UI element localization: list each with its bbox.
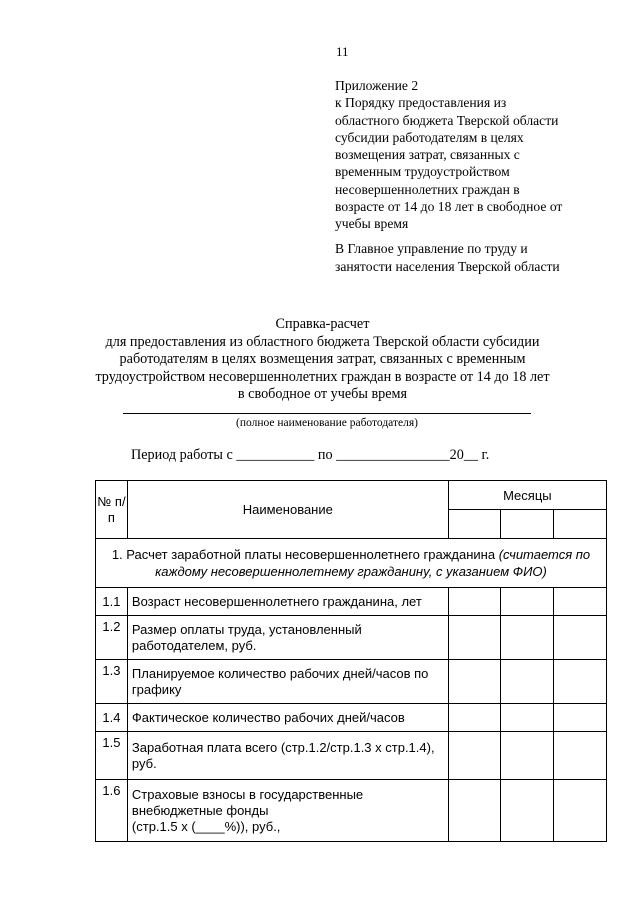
table-row [96,732,607,780]
month-cell[interactable] [448,616,501,660]
month-cell[interactable] [448,732,501,780]
month-cell[interactable] [501,780,554,842]
month-cell[interactable] [501,616,554,660]
appendix-line: к Порядку предоставления из [335,95,507,111]
month-cell[interactable] [501,732,554,780]
page-number: 11 [336,44,349,59]
appendix-line: областного бюджета Тверской области [335,112,559,128]
month-cell[interactable] [554,780,607,842]
calculation-table [95,480,607,842]
header-name: Наименование [127,481,448,539]
title-line: работодателям в целях возмещения затрат, связанных с временным [119,351,526,368]
title-line: трудоустройством несовершеннолетних граждан в возрасте от 14 до 18 лет [95,368,550,385]
section-1-heading [96,539,607,588]
month-cell[interactable] [448,704,501,732]
month-cell[interactable] [554,616,607,660]
row-num: 1.2 [96,616,128,660]
header-num: № п/п [96,481,128,539]
row-name: Планируемое количество рабочих дней/часов по графику [127,660,448,704]
title-main: Справка-расчет [275,316,370,332]
month-cell[interactable] [554,732,607,780]
row-name [127,780,448,842]
appendix-line: несовершеннолетних граждан в [335,181,520,197]
work-period[interactable]: Период работы с ___________ по ________________20__ г. [131,447,490,463]
row-num: 1.6 [96,780,128,842]
month-cell[interactable] [501,588,554,616]
month-cell[interactable] [501,660,554,704]
appendix-line: Приложение 2 [335,78,419,93]
row-name-line: внебюджетные фонды [131,802,269,818]
row-num: 1.1 [96,588,128,616]
month-cell[interactable] [448,588,501,616]
section-1-note: (считается по каждому несовершеннолетнему гражданину, с указанием ФИО) [155,547,591,579]
row-name: Заработная плата всего (стр.1.2/стр.1.3 х стр.1.4), руб. [127,732,448,780]
table-row [96,660,607,704]
month-cell[interactable] [554,660,607,704]
row-num: 1.4 [96,704,128,732]
month-cell[interactable] [448,660,501,704]
row-name-line: Страховые взносы в государственные [131,786,364,802]
row-num: 1.3 [96,660,128,704]
section-1-text: 1. Расчет заработной платы несовершеннолетнего гражданина [111,547,499,562]
table-row [96,616,607,660]
appendix-line: временным трудоустройством [335,164,510,180]
table-row [96,588,607,616]
appendix-line: возрасте от 14 до 18 лет в свободное от [335,199,563,215]
row-name: Возраст несовершеннолетнего гражданина, лет [127,588,448,616]
employer-name-line[interactable] [123,413,531,414]
month-cell[interactable] [448,510,501,539]
row-name: Размер оплаты труда, установленный работодателем, руб. [127,616,448,660]
addressee-line: В Главное управление по труду и [335,241,528,256]
month-cell[interactable] [554,704,607,732]
month-cell[interactable] [501,510,554,539]
addressee [335,240,595,275]
row-name: Фактическое количество рабочих дней/часов [127,704,448,732]
appendix-line: возмещения затрат, связанных с [335,147,520,163]
month-cell[interactable] [554,588,607,616]
table-row [96,780,607,842]
title-line: в свободное от учебы время [237,386,408,403]
row-num: 1.5 [96,732,128,780]
document-title [60,316,585,404]
month-cell[interactable] [554,510,607,539]
title-line: для предоставления из областного бюджета Тверской области субсидии [105,333,540,350]
table-row [96,704,607,732]
month-cell[interactable] [448,780,501,842]
addressee-line: занятости населения Тверской области [335,258,560,274]
appendix-line: субсидии работодателям в целях [335,129,524,145]
appendix-line: учебы время [335,216,409,232]
row-name-line: (стр.1.5 х (____%)), руб., [131,818,281,834]
appendix-header [335,77,595,233]
month-cell[interactable] [501,704,554,732]
header-months: Месяцы [448,481,606,510]
employer-caption: (полное наименование работодателя) [236,417,418,429]
